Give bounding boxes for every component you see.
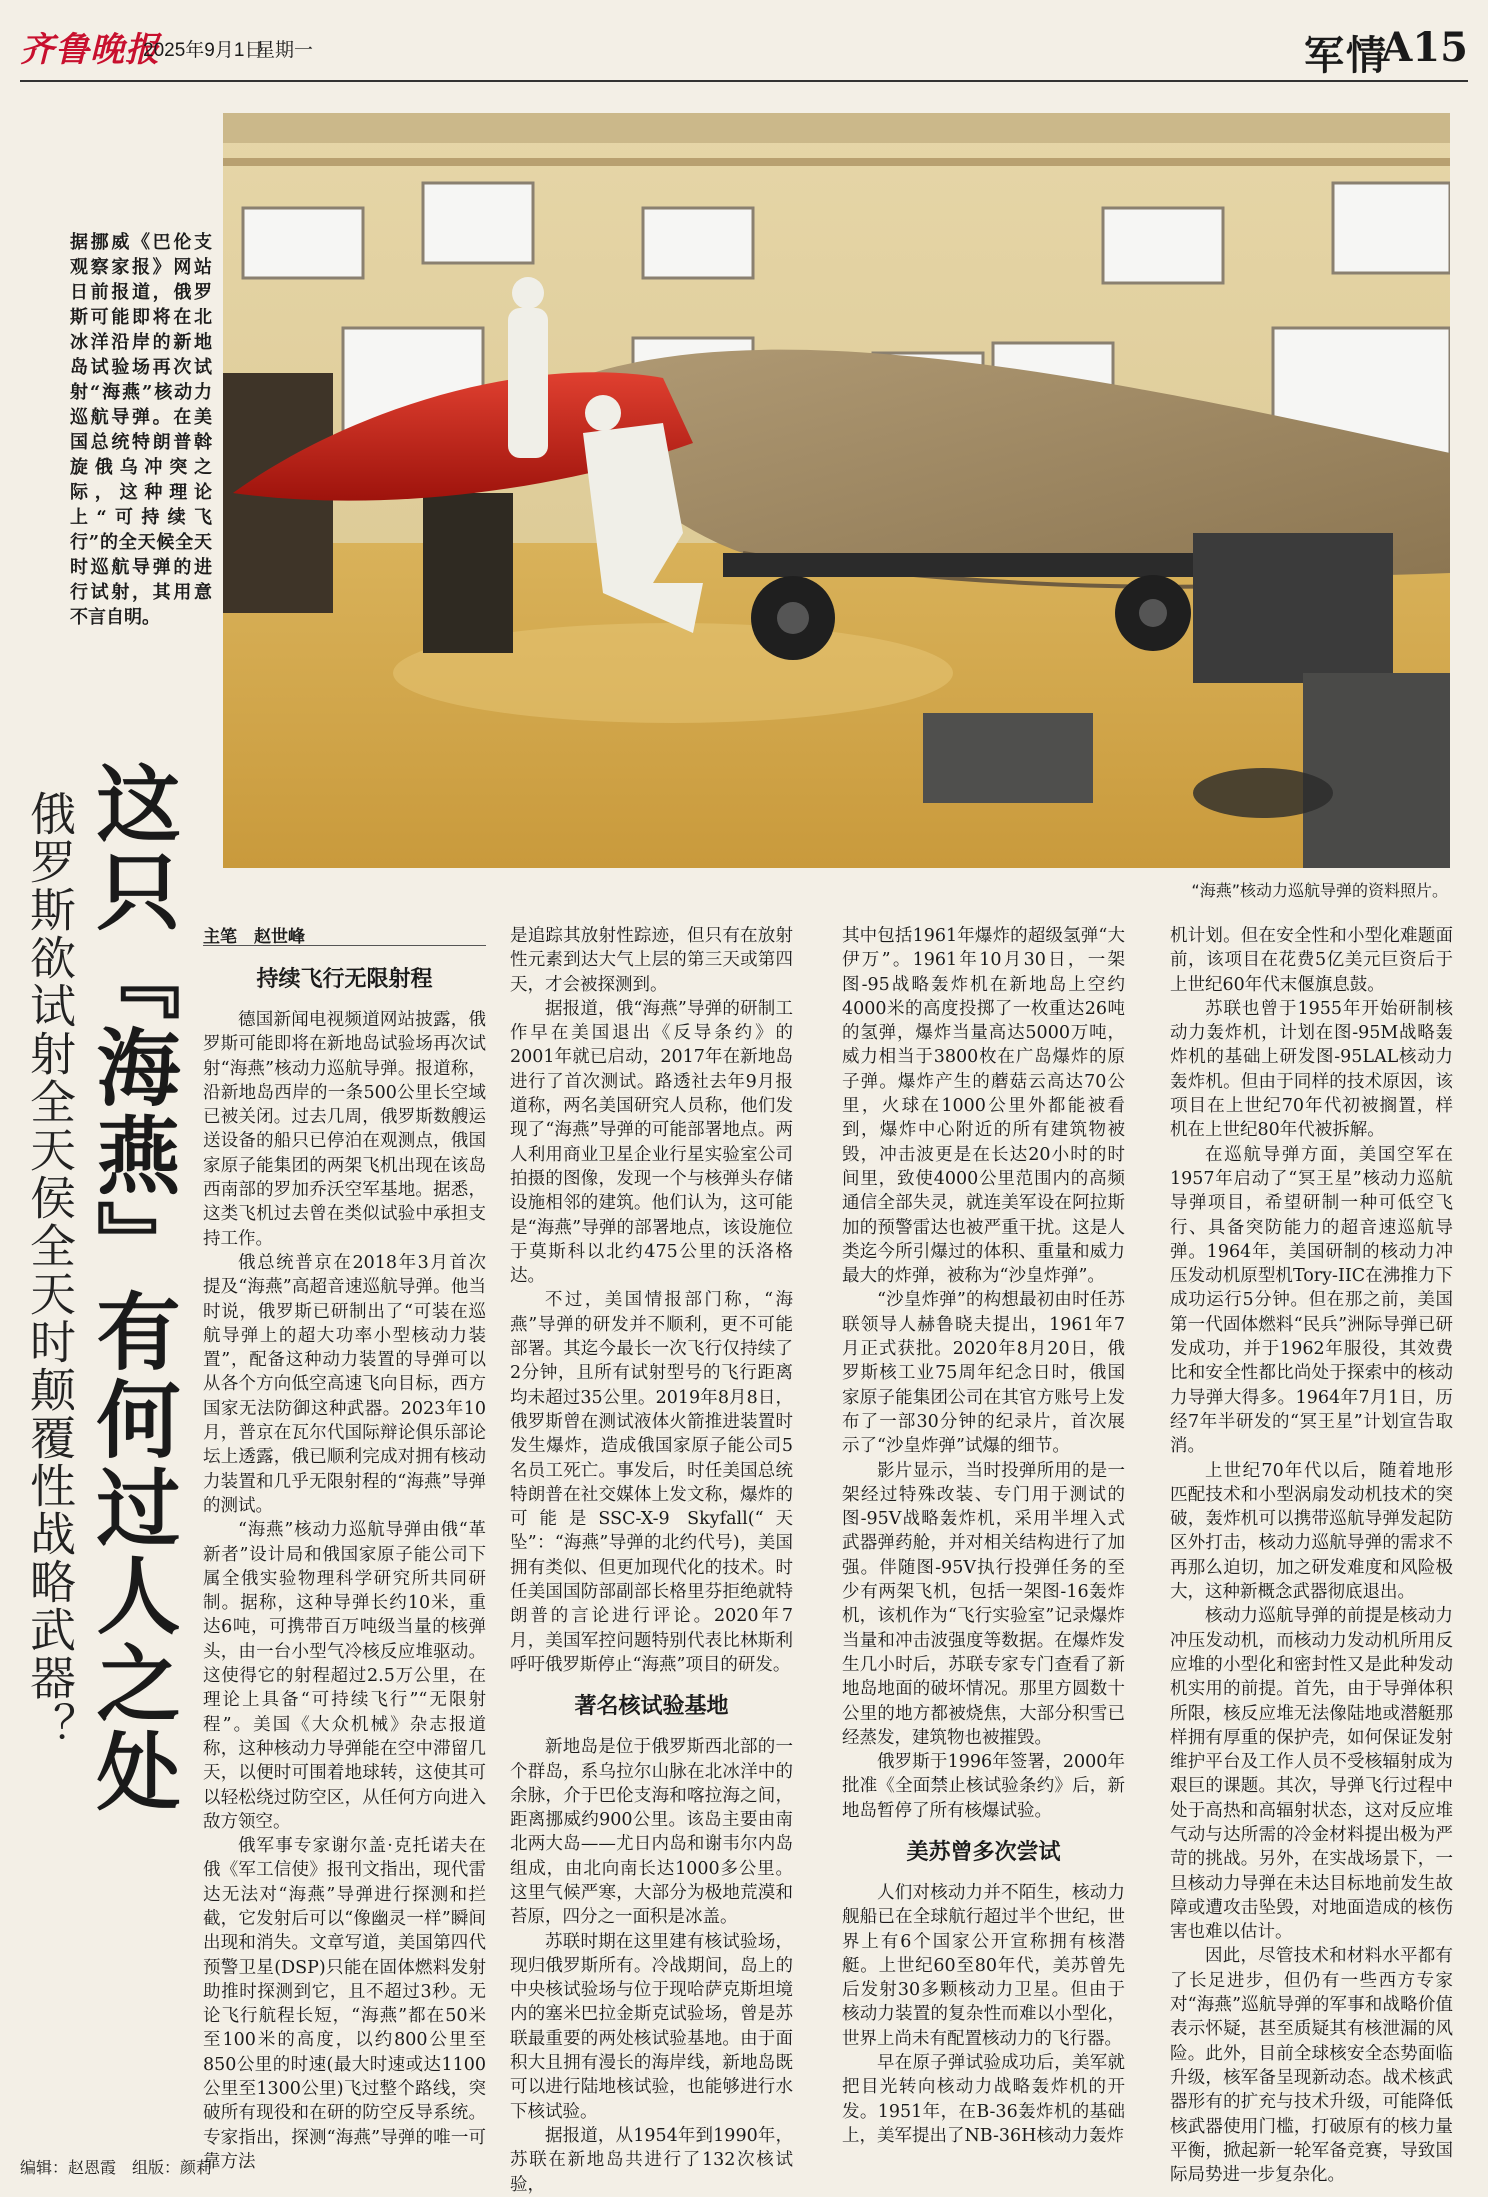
missile-photo [223,113,1450,868]
paragraph: 其中包括1961年爆炸的超级氢弹“大伊万”。1961年10月30日，一架图-95战略轰炸机在新地岛上空约4000米的高度投掷了一枚重达26吨的氢弹，爆炸当量高达5000万吨，威力相当于3800枚在广岛爆炸的原子弹。爆炸产生的蘑菇云高达70公里，火球在1000公里外都能被看到，爆炸中心附近的所有建筑物被毁，冲击波更是在长达20小时的时间里，致使4000公里范围内的高频通信全部失灵，就连美军设在阿拉斯加的预警雷达也被严重干扰。这是人类迄今所引爆过的体积、重量和威力最大的炸弹，被称为“沙皇炸弹”。 [842,926,1125,1287]
paragraph: 核动力巡航导弹的前提是核动力冲压发动机，而核动力发动机所用反应堆的小型化和密封性又是此种发动机实用的前提。首先，由于导弹体积所限，核反应堆无法像陆地或潜艇那样拥有厚重的保护壳，如何保证发射维护平台及工作人员不受核辐射成为艰巨的课题。其次，导弹飞行过程中处于高热和高辐射状态，这对反应堆气动与达所需的冷金材料提出极为严苛的挑战。另外，在实战场景下，一旦核动力导弹在未达目标地前发生故障或遭攻击坠毁，对地面造成的核伤害也难以估计。 [1170,1606,1453,1943]
paragraph: 俄罗斯于1996年签署，2000年批准《全面禁止核试验条约》后，新地岛暂停了所有核爆试验。 [842,1752,1125,1821]
paragraph: 在巡航导弹方面，美国空军在1957年启动了“冥王星”核动力巡航导弹项目，希望研制一种可低空飞行、具备突防能力的超音速巡航导弹。1964年，美国研制的核动力冲压发动机原型机Tory-IIC在沸推力下成功运行5分钟。但在那之前，美国第一代固体燃料“民兵”洲际导弹已研发成功，并于1962年服役，其效费比和安全性都比尚处于探索中的核动力导弹大得多。1964年7月1日，历经7年半研发的“冥王星”计划宣告取消。 [1170,1144,1453,1457]
paragraph: 苏联时期在这里建有核试验场，现归俄罗斯所有。冷战期间，岛上的中央核试验场与位于现哈萨克斯坦境内的塞米巴拉金斯克试验场，曾是苏联最重要的两处核试验基地。由于面积大且拥有漫长的海岸线，新地岛既可以进行陆地核试验，也能够进行水下核试验。 [510,1931,793,2122]
article-column-2 [510,924,793,2197]
section-heading: 美苏曾多次尝试 [906,1838,1061,1865]
section-label: 军情 [1304,32,1388,79]
paragraph: 俄军事专家谢尔盖·克托诺夫在俄《军工信使》报刊文指出，现代雷达无法对“海燕”导弹进行探测和拦截，它发射后可以“像幽灵一样”瞬间出现和消失。文章写道，美国第四代预警卫星(DSP)只能在固体燃料发射助推时探测到它，且不超过3秒。无论飞行航程长短，“海燕”都在50米至100米的高度，以约800公里至850公里的时速(最大时速或达1100公里至1300公里)飞过整个路线，突破所有现役和在研的防空反导系统。专家指出，探测“海燕”导弹的唯一可靠方法 [203,1836,486,2172]
section-heading: 持续飞行无限射程 [256,966,433,992]
paragraph: 俄总统普京在2018年3月首次提及“海燕”高超音速巡航导弹。他当时说，俄罗斯已研制出了“可装在巡航导弹上的超大功率小型核动力装置”，配备这种动力装置的导弹可以从各个方向低空高速飞向目标，西方国家无法防御这种武器。2023年10月，普京在瓦尔代国际辩论俱乐部论坛上透露，俄已顺利完成对拥有核动力装置和几乎无限射程的“海燕”导弹的测试。 [203,1252,486,1516]
section-heading: 著名核试验基地 [574,1693,729,1720]
paragraph: “沙皇炸弹”的构想最初由时任苏联领导人赫鲁晓夫提出，1961年7月正式获批。2020年8月20日，俄罗斯核工业75周年纪念日时，俄国家原子能集团公司在其官方账号上发布了一部30分钟的纪录片，首次展示了“沙皇炸弹”试爆的细节。 [842,1290,1125,1457]
article-column-4 [1170,924,1453,2187]
subheadline: 俄罗斯欲试射全天侯全天时颠覆性战略武器？ [23,790,77,1750]
byline: 主笔 赵世峰 [203,927,305,947]
paragraph: 德国新闻电视频道网站披露，俄罗斯可能即将在新地岛试验场再次试射“海燕”核动力巡航导弹。报道称，沿新地岛西岸的一条500公里长空域已被关闭。过去几周，俄罗斯数艘运送设备的船只已停泊在观测点，俄国家原子能集团的两架飞机出现在该岛西南部的罗加乔沃空军基地。据悉，这类飞机过去曾在类似试验中承担支持工作。 [203,1010,486,1249]
paragraph: 因此，尽管技术和材料水平都有了长足进步，但仍有一些西方专家对“海燕”巡航导弹的军事和战略价值表示怀疑，甚至质疑其有核泄漏的风险。此外，目前全球核安全态势面临升级，核军备呈现新动态。战术核武器形有的扩充与技术升级，可能降低核武器使用门槛，打破原有的核力量平衡，掀起新一轮军备竞赛，导致国际局势进一步复杂化。 [1170,1946,1453,2186]
paragraph: 新地岛是位于俄罗斯西北部的一个群岛，系乌拉尔山脉在北冰洋中的余脉，介于巴伦支海和喀拉海之间，距离挪威约900公里。该岛主要由南北两大岛——尤日内岛和谢韦尔内岛组成，由北向南长达1000多公里。这里气候严寒，大部分为极地荒漠和苔原，四分之一面积是冰盖。 [510,1737,793,1928]
paragraph: 影片显示，当时投弹所用的是一架经过特殊改装、专门用于测试的图-95V战略轰炸机，采用半埋入式武器弹药舱，并对相关结构进行了加强。伴随图-95V执行投弹任务的至少有两架飞机，包括一架图-16轰炸机，该机作为“飞行实验室”记录爆炸当量和冲击波强度等数据。在爆炸发生几小时后，苏联专家专门查看了新地岛地面的破坏情况。那里方圆数十公里的地方都被烧焦，大部分积雪已经蒸发，建筑物也被摧毁。 [842,1460,1125,1748]
paragraph: 机计划。但在安全性和小型化难题面前，该项目在花费5亿美元巨资后于上世纪60年代末偃旗息鼓。 [1170,926,1453,995]
header-divider [20,80,1468,82]
paragraph: 不过，美国情报部门称，“海燕”导弹的研发并不顺利，更不可能部署。其迄今最长一次飞行仅持续了2分钟，且所有试射型号的飞行距离均未超过35公里。2019年8月8日，俄罗斯曾在测试液体火箭推进装置时发生爆炸，造成俄国家原子能公司5名员工死亡。事发后，时任美国总统特朗普在社交媒体上发文称，爆炸的可能是SSC-X-9 Skyfall(“天坠”：“海燕”导弹的北约代号)，美国拥有类似、但更加现代化的技术。时任美国国防部副部长格里芬拒绝就特朗普的言论进行评论。2020年7月，美国军控问题特别代表比林斯利呼吁俄罗斯停止“海燕”项目的研发。 [510,1290,793,1675]
paragraph: 苏联也曾于1955年开始研制核动力轰炸机，计划在图-95M战略轰炸机的基础上研发图-95LAL核动力轰炸机。但由于同样的技术原因，该项目在上世纪70年代初被搁置，样机在上世纪80年代被拆解。 [1170,998,1453,1141]
issue-date: 2025年9月1日 [143,40,264,61]
paragraph: 早在原子弹试验成功后，美军就把目光转向核动力战略轰炸机的开发。1951年，在B-36轰炸机的基础上，美军提出了NB-36H核动力轰炸 [842,2053,1125,2146]
paragraph: 是追踪其放射性踪迹，但只有在放射性元素到达大气上层的第三天或第四天，才会被探测到。 [510,926,793,995]
photo-caption: “海燕”核动力巡航导弹的资料照片。 [1191,881,1448,900]
paragraph: 据报道，从1954年到1990年，苏联在新地岛共进行了132次核试验， [510,2125,793,2195]
article-column-1 [203,950,486,2174]
masthead-logo: 齐鲁晚报 [20,30,160,70]
editor-credits: 编辑：赵恩霞 组版：颜莉 [20,2158,213,2177]
article-column-3 [842,924,1125,2148]
headline: 这只『海燕』有何过人之处 [83,760,182,1816]
paragraph: 人们对核动力并不陌生，核动力舰船已在全球航行超过半个世纪，世界上有6个国家公开宣称拥有核潜艇。上世纪60至80年代，美苏曾先后发射30多颗核动力卫星。但由于核动力装置的复杂性而难以小型化，世界上尚未有配置核动力的飞行器。 [842,1882,1125,2049]
paragraph: 上世纪70年代以后，随着地形匹配技术和小型涡扇发动机技术的突破，轰炸机可以携带巡航导弹发起防区外打击，核动力巡航导弹的需求不再那么迫切，加之研发难度和风险极大，这种新概念武器彻底退出。 [1170,1460,1453,1603]
byline-divider [203,945,486,946]
page-number: A15 [1381,24,1468,71]
page-header [0,0,1488,80]
paragraph: “海燕”核动力巡航导弹由俄“革新者”设计局和俄国家原子能公司下属全俄实验物理科学研究所共同研制。据称，这种导弹长约10米，重达6吨，可携带百万吨级当量的核弹头，由一台小型气冷核反应堆驱动。这使得它的射程超过2.5万公里，在理论上具备“可持续飞行”“无限射程”。美国《大众机械》杂志报道称，这种核动力导弹能在空中滞留几天，以便时可围着地球转，这使其可以轻松绕过防空区，从任何方向进入敌方领空。 [203,1520,486,1832]
paragraph: 据报道，俄“海燕”导弹的研制工作早在美国退出《反导条约》的2001年就已启动，2017年在新地岛进行了首次测试。路透社去年9月报道称，两名美国研究人员称，他们发现了“海燕”导弹的可能部署地点。两人利用商业卫星企业行星实验室公司拍摄的图像，发现一个与核弹头存储设施相邻的建筑。他们认为，这可能是“海燕”导弹的部署地点，该设施位于莫斯科以北约475公里的沃洛格达。 [510,998,793,1287]
issue-weekday: 星期一 [256,40,314,61]
lead-paragraph: 据挪威《巴伦支观察家报》网站日前报道，俄罗斯可能即将在北冰洋沿岸的新地岛试验场再次试射“海燕”核动力巡航导弹。在美国总统特朗普斡旋俄乌冲突之际，这种理论上“可持续飞行”的全天候全天时巡航导弹的进行试射，其用意不言自明。 [70,232,212,628]
